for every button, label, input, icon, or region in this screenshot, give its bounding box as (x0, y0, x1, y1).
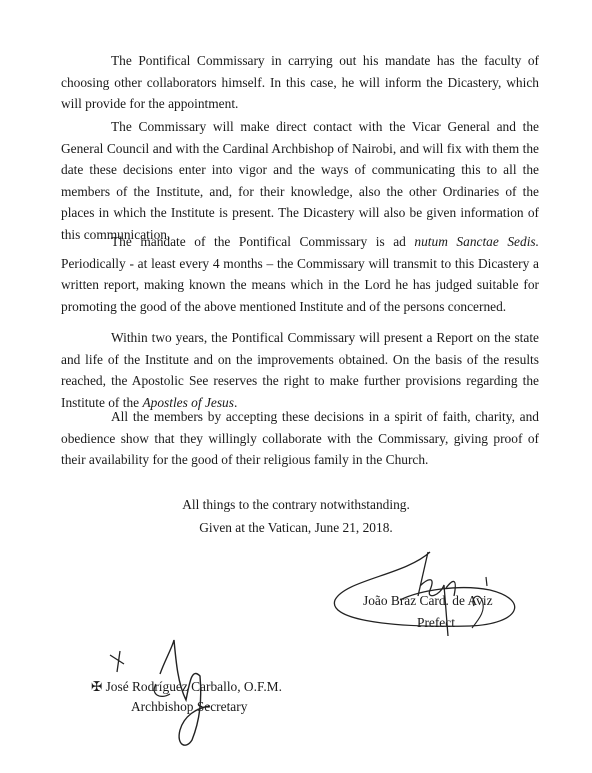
secretary-cross-icon: ✠ (91, 679, 103, 694)
secretary-name-line (91, 676, 282, 697)
paragraph-contact (61, 116, 539, 246)
paragraph-mandate (61, 231, 539, 317)
paragraph-members-text: All the members by accepting these decisions in a spirit of faith, charity, and obedience show that they willingly collaborate with the Commissary, giving proof of their availability for the good of their religious family in the Church. (61, 409, 539, 468)
paragraph-members (61, 406, 539, 471)
paragraph-collaborators (61, 50, 539, 115)
secretary-name: José Rodríguez Carballo, O.F.M. (105, 679, 282, 694)
paragraph-mandate-text-rest: Periodically - at least every 4 months – the Commissary will transmit to this Dicastery a written report, making known the means which in the Lord he has judged suitable for promoting the good of the above mentioned Institute and of the persons concerned. (61, 255, 539, 314)
paragraph-mandate-italic: nutum Sanctae Sedis. (414, 234, 539, 249)
prefect-name: João Braz Card. de Aviz (363, 593, 493, 608)
paragraph-report-italic: Apostles of Jesus (142, 394, 234, 410)
secretary-title: Archbishop Secretary (131, 699, 248, 714)
paragraph-report-text: Within two years, the Pontifical Commissary will present a Report on the state and life of the Institute and on the improvements obtained. On the basis of the results reached, the Apostolic See reserves the right to make further provisions regarding the Institute of the (61, 330, 539, 410)
prefect-title: Prefect (417, 615, 455, 630)
paragraph-collaborators-text: The Pontifical Commissary in carrying out his mandate has the faculty of choosing other collaborators himself. In this case, he will inform the Dicastery, which will provide for the appointment. (61, 53, 539, 112)
closing-notwithstanding: All things to the contrary notwithstanding. (182, 497, 410, 512)
paragraph-mandate-text: The mandate of the Pontifical Commissary is ad (111, 234, 415, 249)
closing-given-at: Given at the Vatican, June 21, 2018. (199, 520, 393, 535)
paragraph-report-text-rest: . (233, 394, 238, 410)
paragraph-contact-text: The Commissary will make direct contact with the Vicar General and the General Council and with the Cardinal Archbishop of Nairobi, and will fix with them the date these decisions enter into vigor and the ways of communicating this to all the members of the Institute, and, for their knowledge, also the other Ordinaries of the places in which the Institute is present. The Dicastery will also be given information of this communication. (61, 119, 539, 242)
secretary-signature-cross (110, 651, 124, 672)
paragraph-report (61, 327, 539, 413)
